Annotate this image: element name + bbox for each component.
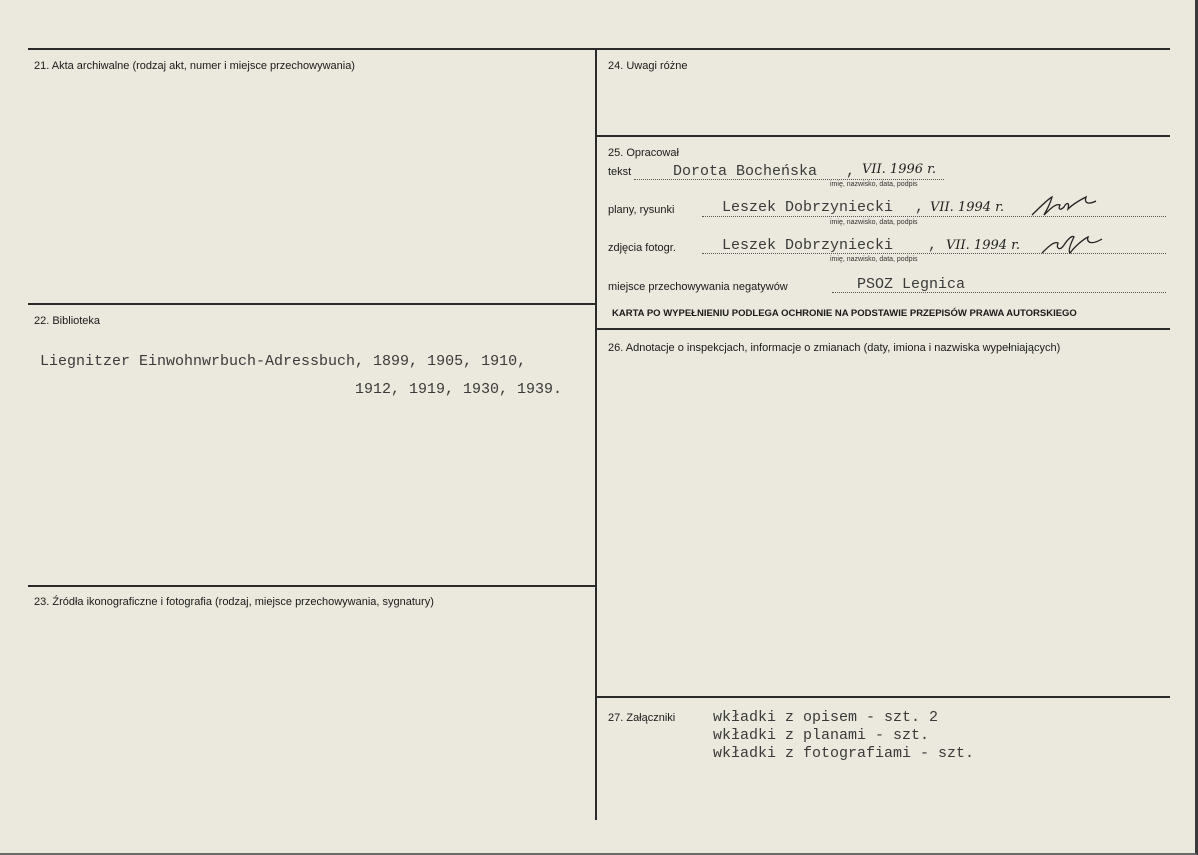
rule-25-26 (597, 328, 1170, 330)
zdjecia-label: zdjęcia fotogr. (608, 242, 676, 254)
zdjecia-signature (1040, 231, 1104, 257)
copyright-notice: KARTA PO WYPEŁNIENIU PODLEGA OCHRONIE NA PODSTAWIE PRZEPISÓW PRAWA AUTORSKIEGO (612, 308, 1077, 319)
rule-24-25 (597, 135, 1170, 137)
tekst-label: tekst (608, 166, 632, 178)
attachment-item: wkładki z opisem - szt. 2 (713, 709, 939, 726)
plany-label: plany, rysunki (608, 204, 675, 216)
miejsce-value: PSOZ Legnica (857, 276, 966, 293)
rule-22-23 (28, 585, 597, 587)
tekst-author-name: Dorota Bocheńska (673, 163, 818, 180)
rule-26-27 (597, 696, 1170, 698)
library-entry-line-2: 1912, 1919, 1930, 1939. (355, 381, 563, 398)
plany-signature (1030, 193, 1102, 219)
top-rule (28, 48, 1170, 50)
zdjecia-date: VII. 1994 r. (946, 238, 1021, 253)
plany-caption: imię, nazwisko, data, podpis (830, 219, 918, 226)
rule-21-22 (28, 303, 597, 305)
field-26-label: 26. Adnotacje o inspekcjach, informacje o zmianach (daty, imiona i nazwiska wypełniających) (608, 342, 1061, 354)
zdjecia-caption: imię, nazwisko, data, podpis (830, 256, 918, 263)
zdjecia-author-name: Leszek Dobrzyniecki (722, 237, 894, 254)
plany-date: VII. 1994 r. (930, 200, 1005, 215)
tekst-separator: , (846, 163, 856, 180)
tekst-date: VII. 1996 r. (862, 162, 937, 177)
library-entry-line-1: Liegnitzer Einwohnwrbuch-Adressbuch, 1899, 1905, 1910, (40, 353, 527, 370)
plany-separator: , (915, 199, 925, 216)
zdjecia-separator: , (928, 237, 938, 254)
miejsce-label: miejsce przechowywania negatywów (608, 281, 788, 293)
field-21-label: 21. Akta archiwalne (rodzaj akt, numer i miejsce przechowywania) (34, 60, 355, 72)
field-22-label: 22. Biblioteka (34, 315, 101, 327)
field-24-label: 24. Uwagi różne (608, 60, 688, 72)
field-25-label: 25. Opracował (608, 147, 679, 159)
center-divider (595, 48, 597, 820)
tekst-caption: imię, nazwisko, data, podpis (830, 181, 918, 188)
attachment-item: wkładki z planami - szt. (713, 727, 930, 744)
plany-author-name: Leszek Dobrzyniecki (722, 199, 894, 216)
field-27-label: 27. Załączniki (608, 712, 676, 724)
field-23-label: 23. Źródła ikonograficzne i fotografia (rodzaj, miejsce przechowywania, sygnatury) (34, 596, 434, 608)
attachment-item: wkładki z fotografiami - szt. (713, 745, 975, 762)
